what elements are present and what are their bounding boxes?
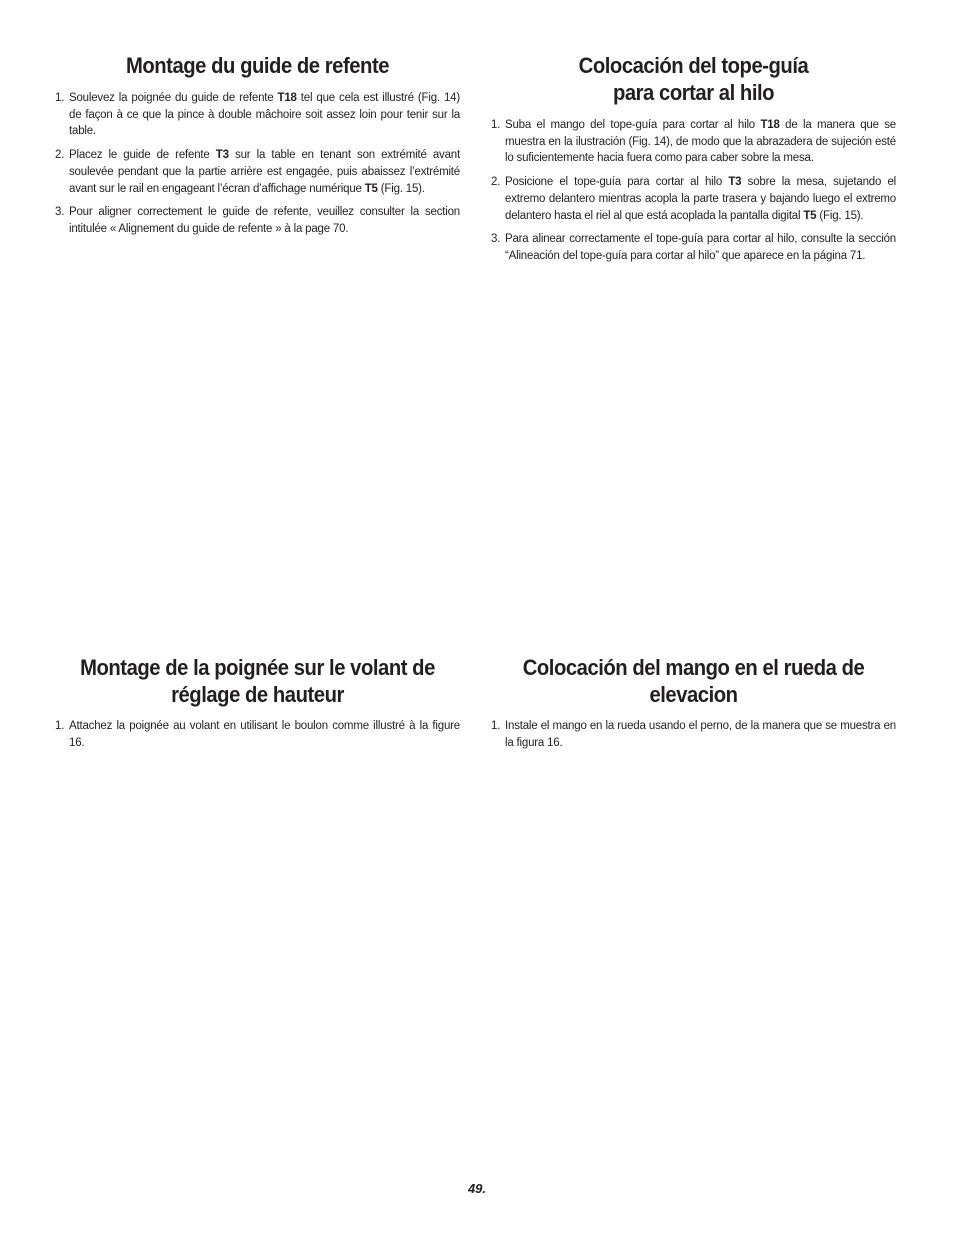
step-number: 3.	[491, 233, 501, 246]
step-text: Pour aligner correctement le guide de refente, veuillez consulter la section intitulée « Alignement du guide de refente » à la page 70.	[69, 206, 460, 235]
heading-line-2: réglage de hauteur	[171, 682, 344, 707]
heading-line-1: Montage de la poignée sur le volant de	[80, 655, 435, 680]
section-fr-handwheel	[55, 654, 460, 758]
step-text: Posicione el tope-guía para cortar al hilo T3 sobre la mesa, sujetando el extremo delantero mientras acopla la parte trasera y bajando luego el extremo delantero hasta el riel al que está acoplada la pantalla digital T5 (Fig. 15).	[505, 176, 896, 222]
step-number: 1.	[55, 92, 65, 104]
heading-es-rip-fence	[507, 52, 880, 106]
part-reference: T3	[215, 149, 229, 162]
section-es-rip-fence	[491, 52, 896, 272]
step-item	[491, 174, 896, 224]
step-number: 1.	[491, 720, 501, 732]
heading-fr-rip-fence	[71, 52, 444, 79]
part-reference: T5	[803, 209, 817, 222]
step-number: 2.	[55, 149, 65, 162]
step-item	[55, 90, 460, 140]
step-item	[55, 147, 460, 197]
part-reference: T18	[277, 92, 297, 104]
step-text: Suba el mango del tope-guía para cortar al hilo T18 de la manera que se muestra en la ilustración (Fig. 14), de modo que la abrazadera de sujeción esté lo suficientemente hacia fuera como para caber sobre la mesa.	[505, 119, 896, 165]
steps-es-handwheel	[491, 718, 896, 751]
section-fr-rip-fence	[55, 52, 460, 245]
part-reference: T5	[364, 182, 378, 195]
steps-fr-handwheel	[55, 718, 460, 751]
step-text: Soulevez la poignée du guide de refente T18 tel que cela est illustré (Fig. 14) de façon à ce que la pince à double mâchoire soit assez loin pour tenir sur la table.	[69, 92, 460, 138]
heading-text: Montage du guide de refente	[125, 53, 390, 78]
step-text: Attachez la poignée au volant en utilisant le boulon comme illustré à la figure 16.	[69, 720, 460, 749]
page-number: 49.	[467, 1181, 487, 1196]
step-item	[491, 231, 896, 264]
step-item	[491, 117, 896, 167]
step-text: Instale el mango en la rueda usando el perno, de la manera que se muestra en la figura 16.	[505, 720, 896, 749]
section-es-handwheel	[491, 654, 896, 758]
heading-line-1: Colocación del mango en el rueda de	[522, 655, 865, 680]
steps-fr-rip-fence	[55, 90, 460, 238]
step-item	[491, 718, 896, 751]
step-number: 2.	[491, 176, 501, 189]
part-reference: T3	[728, 176, 742, 189]
step-number: 1.	[55, 720, 65, 732]
heading-line-2: para cortar al hilo	[612, 80, 775, 105]
step-item	[55, 204, 460, 237]
step-number: 1.	[491, 119, 501, 131]
heading-line-2: elevacion	[649, 682, 738, 707]
step-number: 3.	[55, 206, 65, 219]
step-text: Placez le guide de refente T3 sur la table en tenant son extrémité avant soulevée pendant que la partie arrière est engagée, puis abaissez l’extrémité avant sur le rail en engageant l’écran d’affichage numérique T5 (Fig. 15).	[69, 149, 460, 195]
step-item	[55, 718, 460, 751]
heading-fr-handwheel	[71, 654, 444, 708]
step-text: Para alinear correctamente el tope-guía para cortar al hilo, consulte la sección “Alineación del tope-guía para cortar al hilo” que aparece en la página 71.	[505, 233, 896, 262]
part-reference: T18	[760, 119, 780, 131]
heading-es-handwheel	[507, 654, 880, 708]
heading-line-1: Colocación del tope-guía	[578, 53, 809, 78]
steps-es-rip-fence	[491, 117, 896, 265]
